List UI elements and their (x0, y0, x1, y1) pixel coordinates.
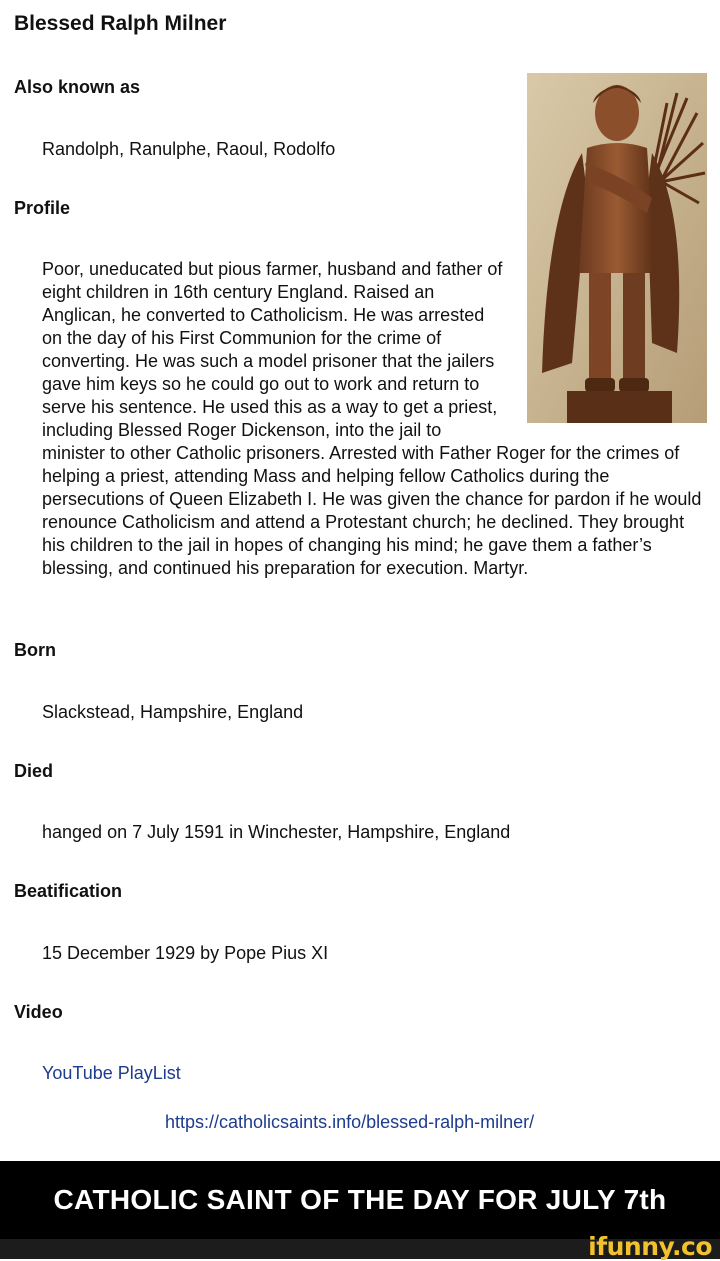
heading-video: Video (14, 1002, 63, 1022)
heading-also-known-as: Also known as (14, 77, 141, 97)
profile-paragraph (42, 258, 710, 580)
beatification-text: 15 December 1929 by Pope Pius XI (42, 943, 329, 963)
born-text: Slackstead, Hampshire, England (42, 702, 304, 722)
ifunny-watermark: ifunny.co (588, 1232, 712, 1261)
page-title: Blessed Ralph Milner (14, 12, 227, 35)
died-text: hanged on 7 July 1591 in Winchester, Hampshire, England (42, 822, 511, 842)
heading-beatification: Beatification (14, 881, 123, 901)
source-url-link[interactable]: https://catholicsaints.info/blessed-ralph-milner/ (165, 1112, 535, 1132)
saint-of-day-banner: CATHOLIC SAINT OF THE DAY FOR JULY 7th (0, 1161, 720, 1239)
heading-born: Born (14, 640, 56, 660)
profile-text: Poor, uneducated but pious farmer, husband and father of eight children in 16th century England. Raised an Anglican, he converted to Catholicism. He was arrested on the day of his First Communion for the crime of converting. He was such a model prisoner that the jailers gave him keys so he could go out to work and return to serve his sentence. He used this as a way to get a priest, including Blessed Roger Dickenson, into the jail to minister to other Catholic prisoners. Arrested with Father Roger for the crimes of helping a priest, attending Mass and helping fellow Catholics during the persecutions of Queen Elizabeth I. He was given the chance for pardon if he would renounce Catholicism and attend a Protestant church; he declined. They brought his children to the jail in hopes of changing his mind; he gave them a father’s blessing, and continued his preparation for execution. Martyr. (42, 259, 702, 578)
heading-died: Died (14, 761, 54, 781)
heading-profile: Profile (14, 198, 71, 218)
statue-illustration (527, 73, 707, 423)
also-known-as-text: Randolph, Ranulphe, Raoul, Rodolfo (42, 139, 336, 159)
youtube-playlist-link[interactable]: YouTube PlayList (42, 1063, 181, 1083)
saint-statue-image (527, 73, 707, 423)
